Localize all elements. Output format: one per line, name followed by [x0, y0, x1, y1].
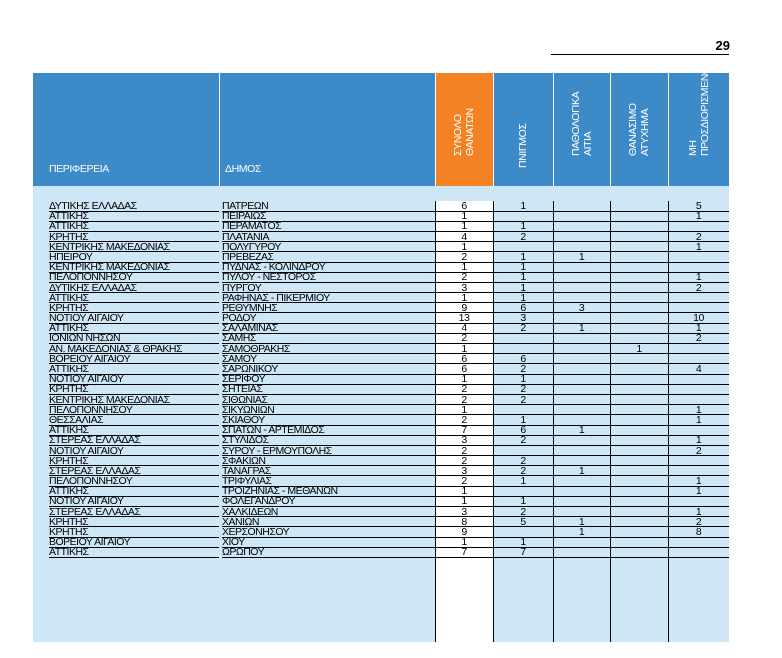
cell-drowning: 3 — [520, 312, 526, 325]
cell-total: 2 — [461, 383, 467, 396]
table-header — [33, 66, 729, 186]
table-row — [33, 211, 729, 221]
cell-municipality: ΠΕΡΑΜΑΤΟΣ — [222, 220, 282, 233]
cell-undetermined: 10 — [693, 312, 704, 325]
cell-undetermined: 1 — [695, 210, 702, 223]
cell-region: ΑΤΤΙΚΗΣ — [49, 546, 89, 559]
cell-region: ΑΤΤΙΚΗΣ — [49, 485, 89, 498]
cell-municipality: ΣΑΛΑΜΙΝΑΣ — [222, 322, 278, 335]
table-row — [33, 293, 729, 303]
table-row — [33, 405, 729, 415]
cell-undetermined: 4 — [695, 363, 702, 375]
cell-undetermined: 8 — [695, 526, 702, 538]
cell-region: ΑΤΤΙΚΗΣ — [49, 363, 89, 375]
cell-undetermined: 2 — [695, 230, 702, 243]
cell-municipality: ΠΟΛΥΓΥΡΟΥ — [222, 240, 281, 253]
header-pathological-cell — [553, 73, 610, 186]
cell-drowning: 1 — [520, 220, 526, 233]
cell-total: 7 — [461, 546, 467, 559]
cell-drowning: 1 — [520, 200, 526, 212]
cell-municipality: ΣΚΙΑΘΟΥ — [222, 413, 265, 426]
table-row — [33, 262, 729, 272]
cell-region: ΚΡΗΤΗΣ — [49, 301, 89, 314]
header-total: ΣΥΝΟΛΟ ΘΑΝΑΤΩΝ — [452, 108, 476, 156]
cell-total: 1 — [461, 261, 467, 274]
table-row — [33, 527, 729, 537]
table-row — [33, 476, 729, 486]
cell-region: ΚΡΗΤΗΣ — [49, 526, 89, 538]
table-row — [33, 547, 729, 557]
cell-municipality: ΣΙΚΥΩΝΙΩΝ — [222, 403, 275, 416]
header-region: ΠΕΡΙΦΕΡΕΙΑ — [49, 163, 109, 175]
cell-total: 1 — [461, 342, 467, 355]
cell-undetermined: 1 — [695, 505, 702, 518]
cell-municipality: ΤΡΟΙΖΗΝΙΑΣ - ΜΕΘΑΝΩΝ — [222, 485, 338, 498]
header-drowning-cell — [493, 73, 553, 186]
mortality-table — [33, 66, 729, 642]
cell-drowning: 2 — [520, 505, 526, 518]
cell-total: 1 — [461, 536, 467, 549]
table-row — [33, 313, 729, 323]
cell-drowning: 2 — [520, 322, 526, 335]
table-row — [33, 303, 729, 313]
cell-region: ΚΡΗΤΗΣ — [49, 383, 89, 396]
cell-total: 3 — [461, 464, 467, 477]
cell-region: ΘΕΣΣΑΛΙΑΣ — [49, 413, 104, 426]
table-row — [33, 537, 729, 547]
cell-total: 4 — [461, 322, 467, 335]
cell-drowning: 6 — [520, 352, 526, 365]
cell-region: ΣΤΕΡΕΑΣ ΕΛΛΑΔΑΣ — [49, 434, 141, 447]
cell-region: ΝΟΤΙΟΥ ΑΙΓΑΙΟΥ — [49, 495, 124, 508]
cell-total: 1 — [461, 495, 467, 508]
table-row — [33, 446, 729, 456]
table-row — [33, 517, 729, 527]
cell-undetermined: 1 — [695, 434, 702, 447]
cell-drowning: 5 — [520, 515, 526, 528]
cell-municipality: ΡΑΦΗΝΑΣ - ΠΙΚΕΡΜΙΟΥ — [222, 291, 330, 304]
cell-total: 13 — [458, 312, 470, 325]
cell-municipality: ΤΡΙΦΥΛΙΑΣ — [222, 475, 272, 488]
cell-drowning: 1 — [520, 495, 526, 508]
cell-total: 1 — [461, 220, 467, 233]
header-accident: ΘΑΝΑΣΙΜΟ ΑΤΥΧΗΜΑ — [627, 103, 651, 156]
cell-drowning: 7 — [520, 546, 526, 559]
cell-municipality: ΠΥΔΝΑΣ - ΚΟΛΙΝΔΡΟΥ — [222, 261, 326, 274]
cell-municipality: ΣΦΑΚΙΩΝ — [222, 454, 266, 467]
cell-region: ΠΕΛΟΠΟΝΝΗΣΟΥ — [49, 475, 133, 488]
cell-municipality: ΦΟΛΕΓΑΝΔΡΟΥ — [222, 495, 296, 508]
cell-region: ΔΥΤΙΚΗΣ ΕΛΛΑΔΑΣ — [49, 281, 137, 294]
cell-municipality: ΣΕΡΙΦΟΥ — [222, 373, 266, 386]
cell-municipality: ΠΥΡΓΟΥ — [222, 281, 262, 294]
cell-drowning: 1 — [520, 536, 526, 549]
cell-drowning: 2 — [520, 393, 526, 406]
cell-pathological: 1 — [578, 515, 585, 528]
cell-drowning: 2 — [520, 383, 526, 396]
cell-total: 2 — [461, 393, 467, 406]
table-row — [33, 283, 729, 293]
cell-municipality: ΣΙΘΩΝΙΑΣ — [222, 393, 268, 406]
cell-drowning: 2 — [520, 454, 526, 467]
cell-region: ΝΟΤΙΟΥ ΑΙΓΑΙΟΥ — [49, 444, 124, 457]
cell-total: 2 — [461, 271, 467, 284]
cell-pathological: 1 — [578, 526, 585, 538]
header-total-cell — [435, 73, 493, 186]
cell-region: ΔΥΤΙΚΗΣ ΕΛΛΑΔΑΣ — [49, 200, 137, 212]
header-undetermined: ΜΗ ΠΡΟΣΔΙΟΡΙΣΜΕΝΟ — [686, 66, 711, 156]
cell-municipality: ΣΗΤΕΙΑΣ — [222, 383, 263, 396]
cell-municipality: ΣΑΜΗΣ — [222, 332, 256, 345]
cell-region: ΑΤΤΙΚΗΣ — [49, 210, 89, 223]
cell-undetermined: 1 — [695, 475, 702, 488]
cell-pathological: 1 — [578, 424, 585, 437]
cell-region: ΑΤΤΙΚΗΣ — [49, 220, 89, 233]
cell-total: 1 — [461, 240, 467, 253]
cell-pathological: 1 — [578, 464, 585, 477]
cell-drowning: 6 — [520, 424, 526, 437]
row-rule — [435, 557, 729, 558]
cell-drowning: 1 — [520, 291, 526, 304]
table-row — [33, 374, 729, 384]
cell-drowning: 2 — [520, 464, 526, 477]
cell-total: 9 — [461, 301, 467, 314]
table-row — [33, 344, 729, 354]
table-body — [33, 201, 729, 558]
cell-municipality: ΠΕΙΡΑΙΩΣ — [222, 210, 266, 223]
cell-drowning: 6 — [520, 301, 526, 314]
cell-pathological: 1 — [578, 250, 585, 263]
cell-municipality: ΧΑΝΙΩΝ — [222, 515, 259, 528]
cell-total: 6 — [461, 200, 467, 212]
cell-total: 2 — [461, 250, 467, 263]
cell-region: ΚΡΗΤΗΣ — [49, 230, 89, 243]
cell-total: 2 — [461, 332, 467, 345]
header-pathological: ΠΑΘΟΛΟΓΙΚΑ ΑΙΤΙΑ — [569, 91, 594, 156]
cell-drowning: 1 — [520, 271, 526, 284]
row-rule — [49, 557, 219, 558]
table-row — [33, 323, 729, 333]
cell-undetermined: 2 — [695, 281, 702, 294]
cell-total: 1 — [461, 291, 467, 304]
table-row — [33, 221, 729, 231]
table-row — [33, 395, 729, 405]
cell-undetermined: 2 — [695, 332, 702, 345]
cell-municipality: ΡΕΘΥΜΝΗΣ — [222, 301, 278, 314]
cell-municipality: ΠΛΑΤΑΝΙΑ — [222, 230, 269, 243]
cell-municipality: ΧΙΟΥ — [222, 536, 245, 549]
cell-total: 8 — [461, 515, 467, 528]
cell-total: 2 — [461, 475, 467, 488]
cell-pathological: 3 — [578, 301, 585, 314]
cell-municipality: ΤΑΝΑΓΡΑΣ — [222, 464, 271, 477]
cell-drowning: 1 — [520, 373, 526, 386]
cell-municipality: ΡΟΔΟΥ — [222, 312, 257, 325]
cell-drowning: 1 — [520, 281, 526, 294]
table-row — [33, 242, 729, 252]
table-row — [33, 435, 729, 445]
cell-undetermined: 1 — [695, 413, 702, 426]
cell-total: 2 — [461, 413, 467, 426]
cell-undetermined: 2 — [695, 515, 702, 528]
table-row — [33, 415, 729, 425]
cell-region: ΑΤΤΙΚΗΣ — [49, 291, 89, 304]
cell-municipality: ΣΥΡΟΥ - ΕΡΜΟΥΠΟΛΗΣ — [222, 444, 332, 457]
cell-undetermined: 1 — [695, 240, 702, 253]
cell-region: ΚΡΗΤΗΣ — [49, 454, 89, 467]
cell-region: ΒΟΡΕΙΟΥ ΑΙΓΑΙΟΥ — [49, 536, 131, 549]
page-number-rule — [551, 54, 729, 55]
cell-drowning: 1 — [520, 475, 526, 488]
cell-municipality: ΣΑΜΟΥ — [222, 352, 257, 365]
cell-total: 3 — [461, 281, 467, 294]
cell-drowning: 2 — [520, 230, 526, 243]
cell-municipality: ΠΥΛΟΥ - ΝΕΣΤΟΡΟΣ — [222, 271, 316, 284]
header-accident-cell — [610, 73, 668, 186]
cell-undetermined: 5 — [695, 200, 702, 212]
cell-region: ΚΕΝΤΡΙΚΗΣ ΜΑΚΕΔΟΝΙΑΣ — [49, 240, 170, 253]
cell-region: ΣΤΕΡΕΑΣ ΕΛΛΑΔΑΣ — [49, 505, 141, 518]
row-rule — [222, 557, 435, 558]
header-drowning: ΠΝΙΓΜΟΣ — [517, 123, 529, 168]
table-row — [33, 466, 729, 476]
cell-municipality: ΧΑΛΚΙΔΕΩΝ — [222, 505, 278, 518]
cell-total: 6 — [461, 352, 467, 365]
cell-undetermined: 2 — [695, 444, 702, 457]
table-row — [33, 272, 729, 282]
table-row — [33, 354, 729, 364]
cell-total: 2 — [461, 454, 467, 467]
cell-total: 2 — [461, 444, 467, 457]
cell-municipality: ΣΤΥΛΙΔΟΣ — [222, 434, 269, 447]
cell-undetermined: 1 — [695, 271, 702, 284]
cell-total: 1 — [461, 485, 467, 498]
cell-municipality: ΠΑΤΡΕΩΝ — [222, 200, 269, 212]
cell-total: 6 — [461, 363, 467, 375]
cell-accident: 1 — [636, 342, 642, 355]
cell-undetermined: 1 — [695, 322, 702, 335]
table-row — [33, 201, 729, 211]
cell-total: 1 — [461, 210, 467, 223]
cell-drowning: 2 — [520, 363, 526, 375]
cell-pathological: 1 — [578, 322, 585, 335]
cell-region: ΠΕΛΟΠΟΝΝΗΣΟΥ — [49, 403, 133, 416]
cell-region: ΝΟΤΙΟΥ ΑΙΓΑΙΟΥ — [49, 373, 124, 386]
cell-region: ΒΟΡΕΙΟΥ ΑΙΓΑΙΟΥ — [49, 352, 131, 365]
table-row — [33, 486, 729, 496]
cell-total: 7 — [461, 424, 467, 437]
cell-region: ΠΕΛΟΠΟΝΝΗΣΟΥ — [49, 271, 133, 284]
cell-total: 4 — [461, 230, 467, 243]
cell-undetermined: 1 — [695, 403, 702, 416]
header-municipality: ΔΗΜΟΣ — [225, 163, 262, 175]
cell-region: ΑΤΤΙΚΗΣ — [49, 322, 89, 335]
header-undetermined-cell — [668, 66, 729, 186]
cell-undetermined: 1 — [695, 485, 702, 498]
cell-municipality: ΣΑΡΩΝΙΚΟΥ — [222, 363, 278, 375]
cell-region: ΚΡΗΤΗΣ — [49, 515, 89, 528]
cell-region: ΚΕΝΤΡΙΚΗΣ ΜΑΚΕΔΟΝΙΑΣ — [49, 393, 170, 406]
cell-total: 9 — [461, 526, 467, 538]
cell-municipality: ΧΕΡΣΟΝΗΣΟΥ — [222, 526, 290, 538]
cell-region: ΙΟΝΙΩΝ ΝΗΣΩΝ — [49, 332, 121, 345]
cell-drowning: 1 — [520, 250, 526, 263]
cell-total: 3 — [461, 505, 467, 518]
cell-region: ΣΤΕΡΕΑΣ ΕΛΛΑΔΑΣ — [49, 464, 141, 477]
cell-region: ΑΤΤΙΚΗΣ — [49, 424, 89, 437]
cell-total: 1 — [461, 373, 467, 386]
page-number: 29 — [715, 38, 730, 53]
cell-drowning: 1 — [520, 413, 526, 426]
cell-municipality: ΩΡΩΠΟΥ — [222, 546, 265, 559]
cell-region: ΑΝ. ΜΑΚΕΔΟΝΙΑΣ & ΘΡΑΚΗΣ — [49, 342, 182, 355]
cell-municipality: ΣΠΑΤΩΝ - ΑΡΤΕΜΙΔΟΣ — [222, 424, 325, 437]
cell-total: 3 — [461, 434, 467, 447]
table-row — [33, 507, 729, 517]
cell-region: ΗΠΕΙΡΟΥ — [49, 250, 93, 263]
cell-total: 1 — [461, 403, 467, 416]
table-row — [33, 364, 729, 374]
cell-region: ΚΕΝΤΡΙΚΗΣ ΜΑΚΕΔΟΝΙΑΣ — [49, 261, 170, 274]
cell-drowning: 1 — [520, 261, 526, 274]
cell-region: ΝΟΤΙΟΥ ΑΙΓΑΙΟΥ — [49, 312, 124, 325]
cell-municipality: ΠΡΕΒΕΖΑΣ — [222, 250, 274, 263]
cell-drowning: 2 — [520, 434, 526, 447]
cell-municipality: ΣΑΜΟΘΡΑΚΗΣ — [222, 342, 290, 355]
